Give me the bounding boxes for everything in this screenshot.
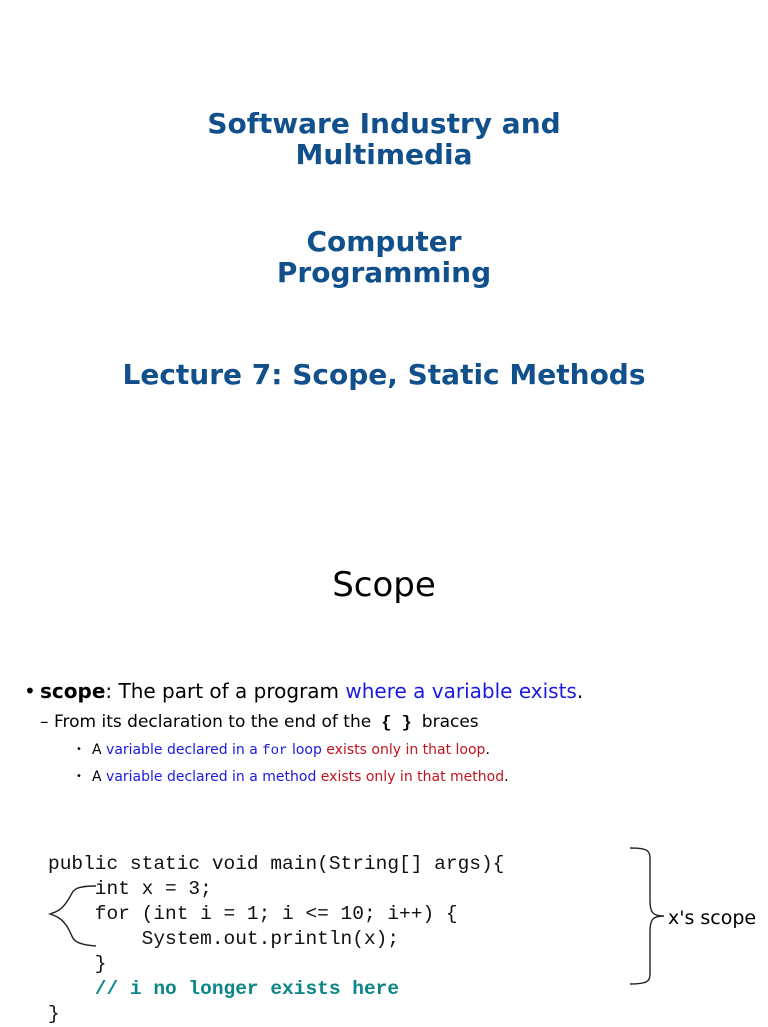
bullet4-a: A [92, 769, 107, 785]
bullet-declaration-rule [40, 709, 754, 737]
bullet3-for-code: for [262, 743, 288, 759]
bullet4-red: exists only in that method [316, 769, 505, 785]
bullet-for-loop-rule [76, 737, 754, 764]
bullet-scope-definition [24, 676, 754, 706]
bullet3-a: A [92, 742, 107, 758]
bullet1-end: . [576, 679, 584, 703]
x-scope-label: x's scope [668, 907, 757, 929]
bullet3-blue2: loop [287, 742, 322, 758]
bullet3-end: . [485, 742, 490, 758]
code-line: } [48, 953, 107, 975]
term-scope: scope [40, 679, 106, 703]
bullet-method-rule [76, 764, 754, 790]
code-line: System.out.println(x); [48, 928, 400, 950]
bullet2-after: braces [421, 712, 479, 732]
lecture-title: Lecture 7: Scope, Static Methods [122, 358, 646, 391]
title-line-computer-programming [0, 226, 768, 288]
code-line: int x = 3; [48, 878, 212, 900]
code-example [48, 852, 504, 1027]
bullet4-blue: variable declared in a method [106, 769, 317, 785]
title-line-2a: Computer [306, 225, 462, 258]
scope-heading: Scope [332, 565, 436, 605]
code-line: public static void main(String[] args){ [48, 853, 505, 875]
code-comment-line: // i no longer exists here [48, 978, 400, 1000]
sub-bullet-dot-icon: • [76, 744, 82, 755]
bullet1-highlight: where a variable exists [345, 679, 577, 703]
title-line-1a: Software Industry and [207, 107, 561, 140]
bullet3-red: exists only in that loop [321, 742, 486, 758]
title-line-2b: Programming [276, 256, 492, 289]
title-line-1b: Multimedia [295, 138, 473, 171]
right-curly-brace-icon [630, 848, 664, 984]
dash-marker: – [40, 712, 49, 732]
bullet1-text: : The part of a program [105, 679, 346, 703]
bullet-list [24, 676, 754, 790]
bullet4-end: . [504, 769, 509, 785]
bullet-dot-icon: • [24, 679, 36, 703]
bullet2-text: From its declaration to the end of the [54, 712, 372, 732]
sub-bullet-dot-icon: • [76, 771, 82, 782]
code-line: for (int i = 1; i <= 10; i++) { [48, 903, 458, 925]
code-line: } [48, 1003, 60, 1025]
braces-code: { } [381, 714, 412, 733]
title-line-software-industry [0, 108, 768, 170]
bullet3-blue1: variable declared in a [106, 742, 263, 758]
